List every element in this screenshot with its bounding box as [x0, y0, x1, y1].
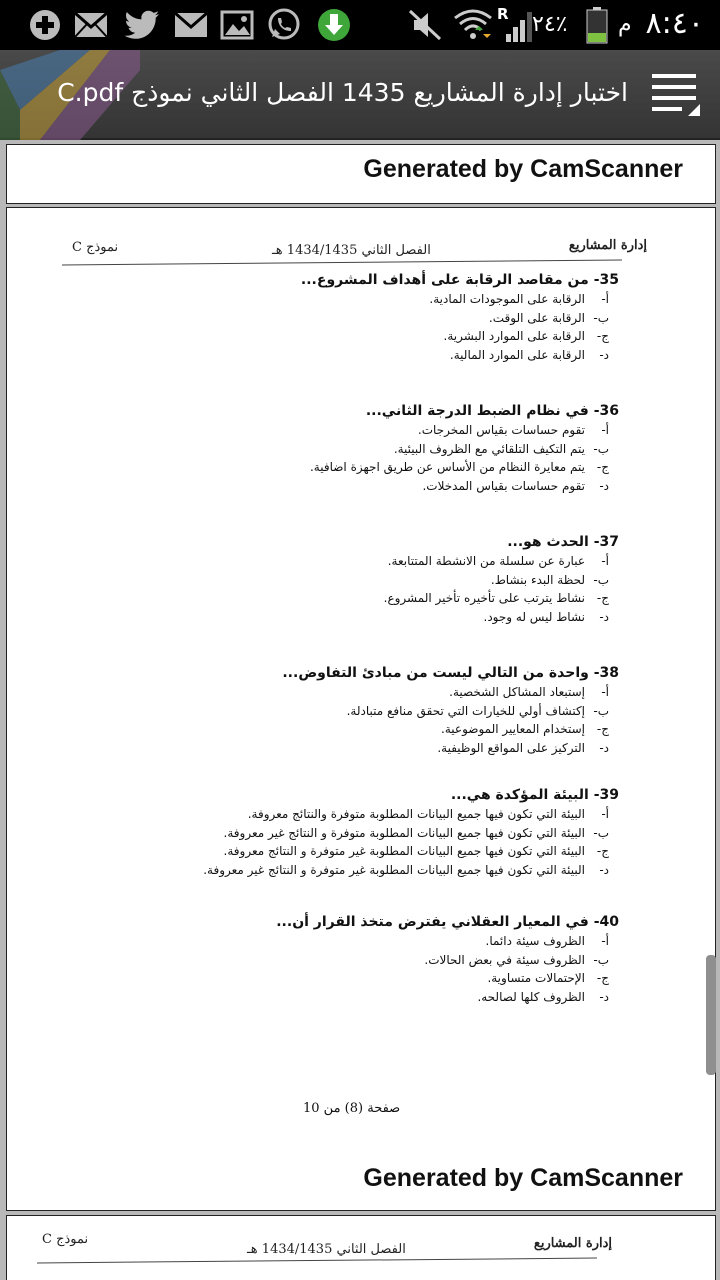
previous-page [6, 144, 716, 204]
option-letter: ب- [593, 703, 609, 718]
mail-icon [172, 7, 210, 43]
answer-option [139, 861, 619, 880]
option-text: الظروف كلها لصالحه. [477, 989, 585, 1004]
answer-option [139, 589, 619, 608]
option-letter: أ- [601, 807, 609, 821]
option-text: البيئة التي تكون فيها جميع البيانات المطلوبة غير متوفرة و النتائج معروفة. [223, 844, 585, 858]
question-title [139, 401, 619, 421]
option-letter: أ- [601, 292, 609, 306]
answer-option [139, 720, 619, 739]
answer-option [139, 421, 619, 440]
option-text: تقوم حساسات بقياس المخرجات. [417, 423, 585, 437]
status-bar [0, 0, 720, 50]
question-text: في نظام الضبط الدرجة الثاني... [365, 403, 589, 419]
answer-option [139, 842, 619, 861]
option-letter: د- [599, 478, 609, 493]
header-rule [37, 1258, 597, 1264]
header-course: إدارة المشاريع [568, 238, 647, 253]
option-letter: ب- [593, 825, 609, 840]
option-text: التركيز على المواقع الوظيفية. [437, 740, 585, 755]
wifi-icon [452, 7, 494, 43]
question-text: الحدث هو... [507, 534, 589, 550]
answer-option [139, 440, 619, 459]
option-text: الرقابة على الموارد المالية. [449, 347, 585, 362]
action-bar [0, 50, 720, 140]
option-text: الظروف سيئة في بعض الحالات. [424, 952, 585, 967]
answer-option [139, 702, 619, 721]
option-letter: ج- [596, 329, 609, 343]
question-number: 40- [593, 914, 619, 930]
option-letter: د- [599, 609, 609, 624]
roaming-indicator: R [497, 5, 509, 23]
header-course: إدارة المشاريع [533, 1236, 612, 1251]
question-text: واحدة من التالي ليست من مبادئ التفاوض... [282, 665, 589, 681]
answer-option [139, 951, 619, 970]
question-number: 37- [593, 534, 619, 550]
document-title: اختبار إدارة المشاريع 1435 الفصل الثاني نموذج C.pdf [57, 78, 628, 107]
answer-option [139, 571, 619, 590]
option-text: البيئة التي تكون فيها جميع البيانات المطلوبة غير متوفرة و النتائج غير معروفة. [203, 862, 585, 877]
option-letter: ب- [593, 572, 609, 587]
option-letter: د- [599, 862, 609, 877]
option-text: الرقابة على الموارد البشرية. [443, 329, 585, 343]
question-text: البيئة المؤكدة هي... [450, 787, 589, 803]
option-letter: ب- [593, 441, 609, 456]
option-letter: د- [599, 989, 609, 1004]
option-text: الرقابة على الوقت. [488, 310, 585, 325]
page-header [62, 238, 647, 268]
whatsapp-icon [264, 7, 304, 43]
option-text: الإحتمالات متساوية. [487, 971, 585, 985]
answer-option [139, 739, 619, 758]
pdf-page [6, 207, 716, 1211]
add-icon [26, 7, 64, 43]
answer-option [139, 290, 619, 309]
camscanner-footer: Generated by CamScanner [363, 155, 683, 183]
clock: ٨:٤٠ [645, 6, 704, 41]
menu-icon [648, 68, 704, 124]
download-icon [314, 7, 354, 43]
question-text: في المعيار العقلاني يفترض متخذ القرار أن... [276, 914, 589, 930]
battery-icon [584, 7, 610, 43]
option-letter: أ- [601, 554, 609, 568]
option-text: يتم التكيف التلقائي مع الظروف البيئية. [393, 441, 585, 456]
answer-option [139, 932, 619, 951]
option-text: لحظة البدء بنشاط. [490, 572, 585, 587]
answer-option [139, 683, 619, 702]
question-title [139, 270, 619, 290]
question [139, 532, 619, 626]
question-title [139, 532, 619, 552]
twitter-icon [122, 7, 162, 43]
question [139, 401, 619, 495]
option-letter: د- [599, 347, 609, 362]
answer-option [139, 824, 619, 843]
option-letter: ج- [596, 460, 609, 474]
option-text: البيئة التي تكون فيها جميع البيانات المطلوبة متوفرة والنتائج معروفة. [247, 807, 585, 821]
answer-option [139, 477, 619, 496]
answer-option [139, 988, 619, 1007]
camscanner-footer: Generated by CamScanner [363, 1164, 683, 1192]
option-text: الظروف سيئة دائما. [485, 934, 585, 948]
option-letter: ج- [596, 591, 609, 605]
option-letter: ب- [593, 310, 609, 325]
answer-option [139, 346, 619, 365]
scrollbar[interactable] [706, 955, 716, 1075]
question-number: 36- [593, 403, 619, 419]
question [139, 663, 619, 757]
header-model: نموذج C [42, 1232, 89, 1247]
battery-percent: ٢٤٪ [532, 12, 568, 37]
option-letter: ج- [596, 971, 609, 985]
option-text: إستبعاد المشاكل الشخصية. [449, 685, 585, 699]
question-title [139, 663, 619, 683]
answer-option [139, 608, 619, 627]
header-model: نموذج C [72, 240, 119, 255]
option-text: تقوم حساسات بقياس المدخلات. [422, 478, 585, 493]
header-semester: الفصل الثاني 1434/1435 هـ [247, 1242, 406, 1257]
option-text: إكتشاف أولي للخيارات التي تحقق منافع متبادلة. [346, 703, 585, 718]
answer-option [139, 969, 619, 988]
question [139, 270, 619, 364]
question-text: من مقاصد الرقابة على أهداف المشروع... [300, 272, 589, 288]
header-rule [62, 260, 622, 266]
question-number: 39- [593, 787, 619, 803]
option-letter: أ- [601, 934, 609, 948]
am-pm-indicator: م [618, 12, 632, 37]
option-text: عبارة عن سلسلة من الانشطة المتتابعة. [387, 554, 585, 568]
option-text: نشاط يترتب على تأخيره تأخير المشروع. [383, 591, 585, 605]
option-letter: ج- [596, 844, 609, 858]
option-letter: ب- [593, 952, 609, 967]
next-page [6, 1215, 716, 1280]
question-number: 38- [593, 665, 619, 681]
mute-icon [405, 7, 445, 43]
header-semester: الفصل الثاني 1434/1435 هـ [272, 243, 431, 258]
option-letter: د- [599, 740, 609, 755]
question-number: 35- [593, 272, 619, 288]
mail-icon [72, 7, 110, 43]
image-icon [218, 7, 256, 43]
option-letter: أ- [601, 685, 609, 699]
answer-option [139, 552, 619, 571]
answer-option [139, 309, 619, 328]
option-text: إستخدام المعايير الموضوعية. [441, 722, 585, 736]
page-header [37, 1232, 612, 1262]
menu-button[interactable] [648, 68, 704, 124]
answer-option [139, 458, 619, 477]
option-text: الرقابة على الموجودات المادية. [429, 292, 585, 306]
option-text: البيئة التي تكون فيها جميع البيانات المطلوبة متوفرة و النتائج غير معروفة. [223, 825, 585, 840]
option-letter: أ- [601, 423, 609, 437]
answer-option [139, 805, 619, 824]
question-title [139, 912, 619, 932]
option-text: يتم معايرة النظام من الأساس عن طريق اجهزة اضافية. [309, 460, 585, 474]
option-text: نشاط ليس له وجود. [483, 609, 585, 624]
question-title [139, 785, 619, 805]
question [139, 785, 619, 879]
option-letter: ج- [596, 722, 609, 736]
answer-option [139, 327, 619, 346]
question [139, 912, 619, 1006]
page-number: صفحة (8) من 10 [303, 1101, 401, 1116]
